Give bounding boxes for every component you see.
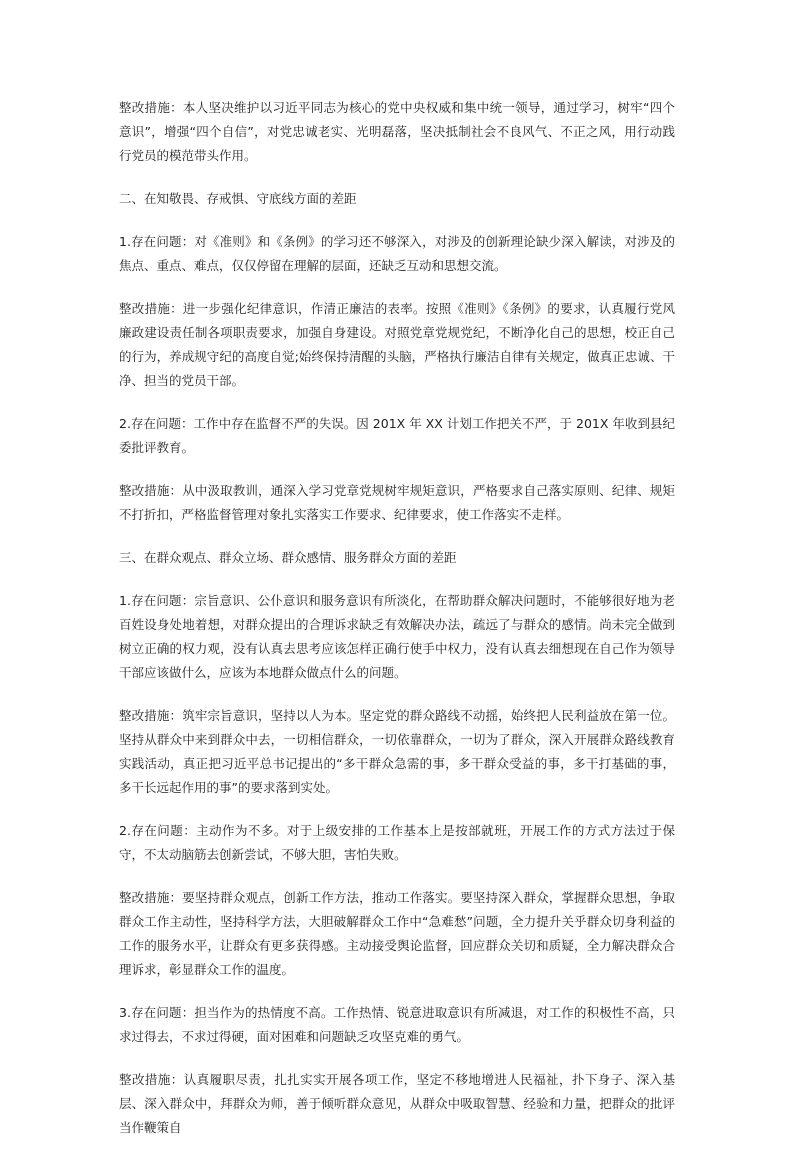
problem-paragraph: 1.存在问题：宗旨意识、公仆意识和服务意识有所淡化，在帮助群众解决问题时，不能够很好地为老百姓设身处地着想，对群众提出的合理诉求缺乏有效解决办法，疏远了与群众的感情。尚未完全做到树立正确的权力观，没有认真去思考应该怎样正确行使手中权力，没有认真去细想现在自己作为领导干部应该做什么，应该为本地群众做点什么的问题。 — [119, 593, 675, 680]
section-heading: 二、在知敬畏、存戒惧、守底线方面的差距 — [119, 191, 357, 206]
problem-paragraph: 2.存在问题：主动作为不多。对于上级安排的工作基本上是按部就班，开展工作的方式方法过于保守，不太动脑筋去创新尝试，不够大胆，害怕失败。 — [119, 823, 675, 862]
document-page — [119, 96, 675, 1159]
measure-paragraph: 整改措施：要坚持群众观点，创新工作方法，推动工作落实。要坚持深入群众，掌握群众思想，争取群众工作主动性，坚持科学方法，大胆破解群众工作中“急难愁”问题，全力提升关乎群众切身利益的工作的服务水平，让群众有更多获得感。主动接受舆论监督，回应群众关切和质疑，全力解决群众合理诉求，彰显群众工作的温度。 — [119, 890, 675, 977]
measure-paragraph: 整改措施：进一步强化纪律意识，作清正廉洁的表率。按照《准则》《条例》的要求，认真履行党风廉政建设责任制各项职责要求，加强自身建设。对照党章党规党纪，不断净化自己的思想，校正自己的行为，养成规守纪的高度自觉;始终保持清醒的头脑，严格执行廉洁自律有关规定，做真正忠诚、干净、担当的党员干部。 — [119, 301, 675, 388]
section-heading: 三、在群众观点、群众立场、群众感情、服务群众方面的差距 — [119, 550, 457, 565]
problem-paragraph: 1.存在问题：对《准则》和《条例》的学习还不够深入，对涉及的创新理论缺少深入解读，对涉及的焦点、重点、难点，仅仅停留在理解的层面，还缺乏互动和思想交流。 — [119, 234, 675, 273]
problem-paragraph: 3.存在问题：担当作为的热情度不高。工作热情、锐意进取意识有所减退，对工作的积极性不高，只求过得去，不求过得硬，面对困难和问题缺乏攻坚克难的勇气。 — [119, 1005, 675, 1044]
problem-paragraph: 2.存在问题：工作中存在监督不严的失误。因 201X 年 XX 计划工作把关不严，于 201X 年收到县纪委批评教育。 — [119, 416, 675, 455]
measure-paragraph: 整改措施：筑牢宗旨意识，坚持以人为本。坚定党的群众路线不动摇，始终把人民利益放在第一位。坚持从群众中来到群众中去，一切相信群众，一切依靠群众，一切为了群众，深入开展群众路线教育实践活动，真正把习近平总书记提出的“多干群众急需的事，多干群众受益的事，多干打基础的事，多干长远起作用的事”的要求落到实处。 — [119, 708, 675, 795]
measure-paragraph: 整改措施：从中汲取教训，通深入学习党章党规树牢规矩意识，严格要求自己落实原则、纪律、规矩不打折扣，严格监督管理对象扎实落实工作要求、纪律要求，使工作落实不走样。 — [119, 483, 675, 522]
measure-paragraph: 整改措施：认真履职尽责，扎扎实实开展各项工作，坚定不移地增进人民福祉，扑下身子、深入基层、深入群众中，拜群众为师，善于倾听群众意见，从群众中吸取智慧、经验和力量，把群众的批评当作鞭策自 — [119, 1072, 675, 1135]
measure-paragraph: 整改措施：本人坚决维护以习近平同志为核心的党中央权威和集中统一领导，通过学习，树牢“四个意识”，增强“四个自信”，对党忠诚老实、光明磊落，坚决抵制社会不良风气、不正之风，用行动践行党员的模范带头作用。 — [119, 100, 675, 163]
